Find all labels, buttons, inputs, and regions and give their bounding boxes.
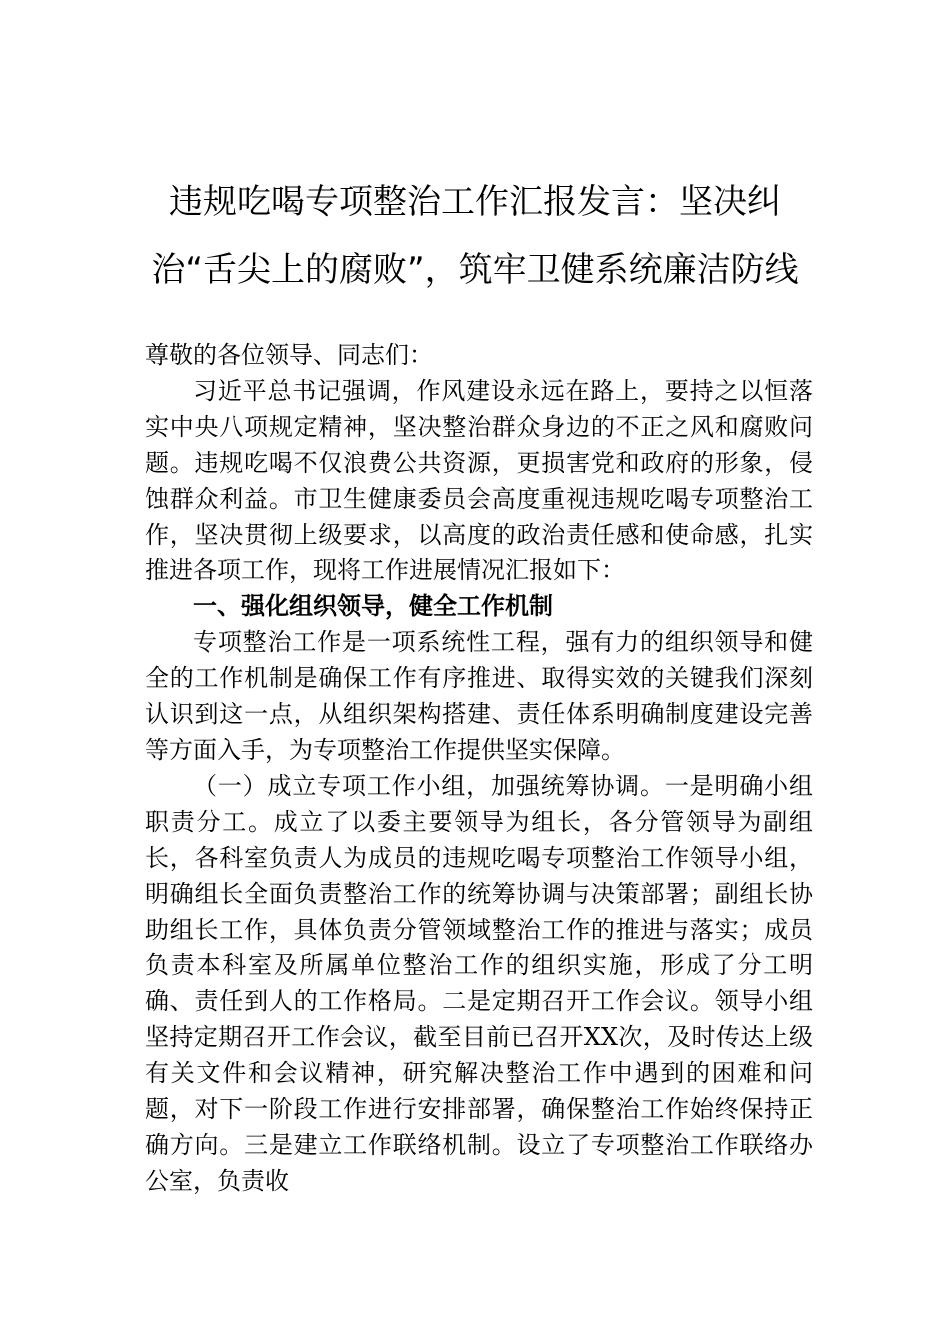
paragraph-subsection-1: （一）成立专项工作小组，加强统筹协调。一是明确小组职责分工。成立了以委主要领导为组长，各分管领导为副组长，各科室负责人为成员的违规吃喝专项整治工作领导小组，明确组长全面负责整治工作的统筹协调与决策部署；副组长协助组长工作，具体负责分管领域整治工作的推进与落实；成员负责本科室及所属单位整治工作的组织实施，形成了分工明确、责任到人的工作格局。二是定期召开工作会议。领导小组坚持定期召开工作会议，截至目前已召开XX次，及时传达上级有关文件和会议精神，研究解决整治工作中遇到的困难和问题，对下一阶段工作进行安排部署，确保整治工作始终保持正确方向。三是建立工作联络机制。设立了专项整治工作联络办公室，负责收 bbox=[145, 771, 813, 1195]
section-heading: 一、强化组织领导，健全工作机制 bbox=[193, 592, 553, 621]
document-title: 违规吃喝专项整治工作汇报发言：坚决纠治“舌尖上的腐败”，筑牢卫健系统廉洁防线 bbox=[151, 182, 799, 290]
document-body bbox=[145, 338, 813, 1200]
paragraph-intro: 习近平总书记强调，作风建设永远在路上，要持之以恒落实中央八项规定精神，坚决整治群众身边的不正之风和腐败问题。违规吃喝不仅浪费公共资源，更损害党和政府的形象，侵蚀群众利益。市卫生健康委员会高度重视违规吃喝专项整治工作，坚决贯彻上级要求，以高度的政治责任感和使命感，扎实推进各项工作，现将工作进展情况汇报如下： bbox=[145, 376, 813, 585]
salutation: 尊敬的各位领导、同志们： bbox=[145, 341, 433, 369]
paragraph-section-intro: 专项整治工作是一项系统性工程，强有力的组织领导和健全的工作机制是确保工作有序推进、取得实效的关键我们深刻认识到这一点，从组织架构搭建、责任体系明确制度建设完善等方面入手，为专项整治工作提供坚实保障。 bbox=[145, 628, 813, 764]
